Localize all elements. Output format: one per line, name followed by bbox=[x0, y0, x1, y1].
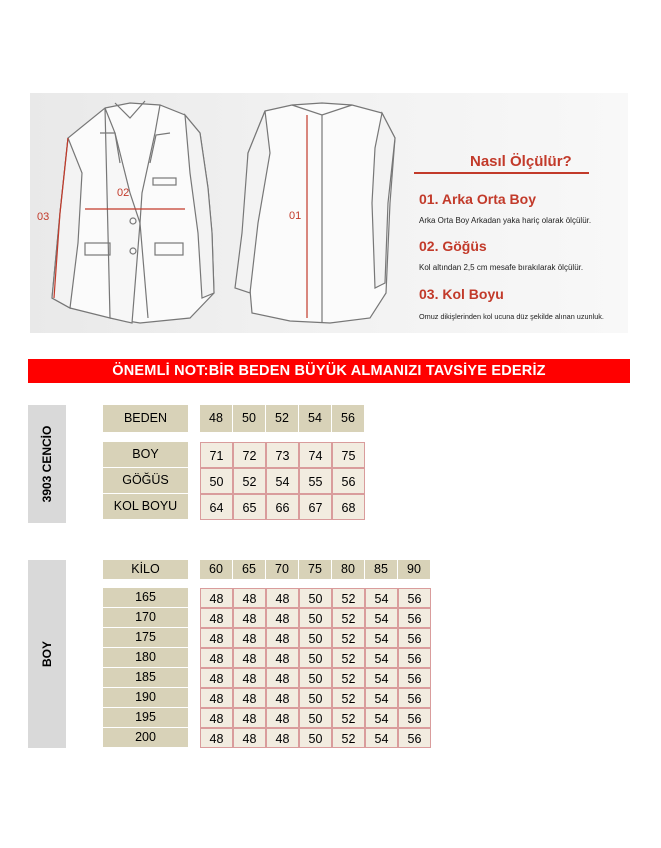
size-recommendation-cell: 56 bbox=[398, 668, 431, 688]
size-recommendation-cell: 50 bbox=[299, 588, 332, 608]
size-value-cell: 52 bbox=[233, 468, 266, 494]
jacket-illustrations bbox=[30, 93, 628, 333]
size-recommendation-cell: 56 bbox=[398, 728, 431, 748]
size-recommendation-cell: 50 bbox=[299, 728, 332, 748]
size-recommendation-cell: 52 bbox=[332, 728, 365, 748]
size-recommendation-cell: 56 bbox=[398, 708, 431, 728]
size-recommendation-cell: 48 bbox=[266, 728, 299, 748]
size-value-cell: 54 bbox=[266, 468, 299, 494]
size-header-cell: 48 bbox=[200, 405, 232, 432]
size-recommendation-cell: 52 bbox=[332, 648, 365, 668]
size-recommendation-cell: 54 bbox=[365, 608, 398, 628]
size-recommendation-cell: 48 bbox=[200, 628, 233, 648]
size-header-cell: 50 bbox=[233, 405, 265, 432]
size-recommendation-cell: 50 bbox=[299, 668, 332, 688]
size-recommendation-cell: 50 bbox=[299, 648, 332, 668]
size-value-cell: 50 bbox=[200, 468, 233, 494]
size-row-label: KOL BOYU bbox=[103, 494, 188, 519]
size-value-cell: 55 bbox=[299, 468, 332, 494]
weight-header-cell: 90 bbox=[398, 560, 430, 579]
size-recommendation-cell: 48 bbox=[200, 668, 233, 688]
size-recommendation-cell: 50 bbox=[299, 708, 332, 728]
size-recommendation-cell: 52 bbox=[332, 688, 365, 708]
weight-header-cell: 65 bbox=[233, 560, 265, 579]
step-3-desc: Omuz dikişlerinden kol ucuna düz şekilde alınan uzunluk. bbox=[419, 312, 604, 321]
size-recommendation-cell: 48 bbox=[233, 628, 266, 648]
size-recommendation-cell: 48 bbox=[266, 668, 299, 688]
marker-03: 03 bbox=[37, 211, 50, 223]
step-2-title: 02. Göğüs bbox=[419, 238, 487, 254]
size-recommendation-cell: 54 bbox=[365, 588, 398, 608]
size-recommendation-cell: 54 bbox=[365, 648, 398, 668]
size-recommendation-cell: 48 bbox=[233, 668, 266, 688]
size-recommendation-cell: 48 bbox=[233, 728, 266, 748]
size-recommendation-cell: 54 bbox=[365, 688, 398, 708]
weight-header-label: KİLO bbox=[103, 560, 188, 579]
model-name: 3903 CENCİO bbox=[40, 425, 54, 503]
size-value-cell: 66 bbox=[266, 494, 299, 520]
height-row-label: 200 bbox=[103, 728, 188, 747]
size-recommendation-cell: 48 bbox=[200, 728, 233, 748]
size-header-label: BEDEN bbox=[103, 405, 188, 432]
size-recommendation-cell: 48 bbox=[266, 608, 299, 628]
size-recommendation-cell: 48 bbox=[200, 708, 233, 728]
size-recommendation-cell: 56 bbox=[398, 628, 431, 648]
how-to-measure-title: Nasıl Ölçülür? bbox=[470, 153, 572, 170]
size-row-label: BOY bbox=[103, 442, 188, 467]
height-row-label: 195 bbox=[103, 708, 188, 727]
size-value-cell: 68 bbox=[332, 494, 365, 520]
height-row-label: 165 bbox=[103, 588, 188, 607]
size-recommendation-cell: 48 bbox=[233, 688, 266, 708]
height-axis-label: BOY bbox=[40, 640, 54, 668]
back-jacket-drawing bbox=[235, 103, 395, 323]
size-recommendation-cell: 48 bbox=[266, 648, 299, 668]
size-value-cell: 73 bbox=[266, 442, 299, 468]
height-row-label: 180 bbox=[103, 648, 188, 667]
size-recommendation-cell: 52 bbox=[332, 628, 365, 648]
size-value-cell: 56 bbox=[332, 468, 365, 494]
size-recommendation-cell: 48 bbox=[200, 608, 233, 628]
size-recommendation-cell: 48 bbox=[233, 708, 266, 728]
size-recommendation-cell: 54 bbox=[365, 668, 398, 688]
size-value-cell: 71 bbox=[200, 442, 233, 468]
front-jacket-drawing bbox=[52, 101, 214, 323]
size-header-cell: 54 bbox=[299, 405, 331, 432]
size-recommendation-cell: 54 bbox=[365, 728, 398, 748]
weight-header-cell: 70 bbox=[266, 560, 298, 579]
size-recommendation-cell: 48 bbox=[233, 648, 266, 668]
weight-header-cell: 60 bbox=[200, 560, 232, 579]
step-1-title: 01. Arka Orta Boy bbox=[419, 191, 536, 207]
marker-02: 02 bbox=[117, 187, 130, 199]
size-recommendation-cell: 54 bbox=[365, 628, 398, 648]
height-row-label: 170 bbox=[103, 608, 188, 627]
height-row-label: 175 bbox=[103, 628, 188, 647]
size-recommendation-cell: 52 bbox=[332, 668, 365, 688]
size-recommendation-cell: 48 bbox=[266, 708, 299, 728]
size-recommendation-cell: 54 bbox=[365, 708, 398, 728]
measurement-guide-panel bbox=[30, 93, 628, 333]
weight-header-cell: 80 bbox=[332, 560, 364, 579]
size-recommendation-cell: 56 bbox=[398, 688, 431, 708]
height-row-label: 190 bbox=[103, 688, 188, 707]
size-recommendation-cell: 48 bbox=[200, 648, 233, 668]
weight-header-cell: 75 bbox=[299, 560, 331, 579]
size-value-cell: 72 bbox=[233, 442, 266, 468]
title-underline bbox=[414, 172, 589, 174]
size-value-cell: 67 bbox=[299, 494, 332, 520]
height-row-label: 185 bbox=[103, 668, 188, 687]
size-recommendation-cell: 48 bbox=[266, 688, 299, 708]
size-recommendation-cell: 50 bbox=[299, 608, 332, 628]
size-value-cell: 74 bbox=[299, 442, 332, 468]
size-value-cell: 64 bbox=[200, 494, 233, 520]
size-recommendation-cell: 56 bbox=[398, 588, 431, 608]
size-header-cell: 56 bbox=[332, 405, 364, 432]
size-recommendation-cell: 48 bbox=[233, 608, 266, 628]
size-table-side-label bbox=[28, 405, 66, 523]
size-header-cell: 52 bbox=[266, 405, 298, 432]
step-3-title: 03. Kol Boyu bbox=[419, 286, 504, 302]
size-recommendation-cell: 56 bbox=[398, 608, 431, 628]
important-note-banner: ÖNEMLİ NOT:BİR BEDEN BÜYÜK ALMANIZI TAVSİYE EDERİZ bbox=[28, 359, 630, 383]
size-value-cell: 75 bbox=[332, 442, 365, 468]
weight-table-side-label bbox=[28, 560, 66, 748]
size-recommendation-cell: 52 bbox=[332, 608, 365, 628]
size-row-label: GÖĞÜS bbox=[103, 468, 188, 493]
size-recommendation-cell: 52 bbox=[332, 708, 365, 728]
size-recommendation-cell: 48 bbox=[200, 688, 233, 708]
size-value-cell: 65 bbox=[233, 494, 266, 520]
step-2-desc: Kol altından 2,5 cm mesafe bırakılarak ölçülür. bbox=[419, 263, 584, 272]
weight-header-cell: 85 bbox=[365, 560, 397, 579]
size-recommendation-cell: 52 bbox=[332, 588, 365, 608]
marker-01: 01 bbox=[289, 210, 302, 222]
step-1-desc: Arka Orta Boy Arkadan yaka hariç olarak ölçülür. bbox=[419, 216, 592, 225]
size-recommendation-cell: 50 bbox=[299, 688, 332, 708]
size-recommendation-cell: 56 bbox=[398, 648, 431, 668]
size-recommendation-cell: 50 bbox=[299, 628, 332, 648]
size-recommendation-cell: 48 bbox=[266, 628, 299, 648]
size-recommendation-cell: 48 bbox=[266, 588, 299, 608]
size-recommendation-cell: 48 bbox=[233, 588, 266, 608]
size-recommendation-cell: 48 bbox=[200, 588, 233, 608]
